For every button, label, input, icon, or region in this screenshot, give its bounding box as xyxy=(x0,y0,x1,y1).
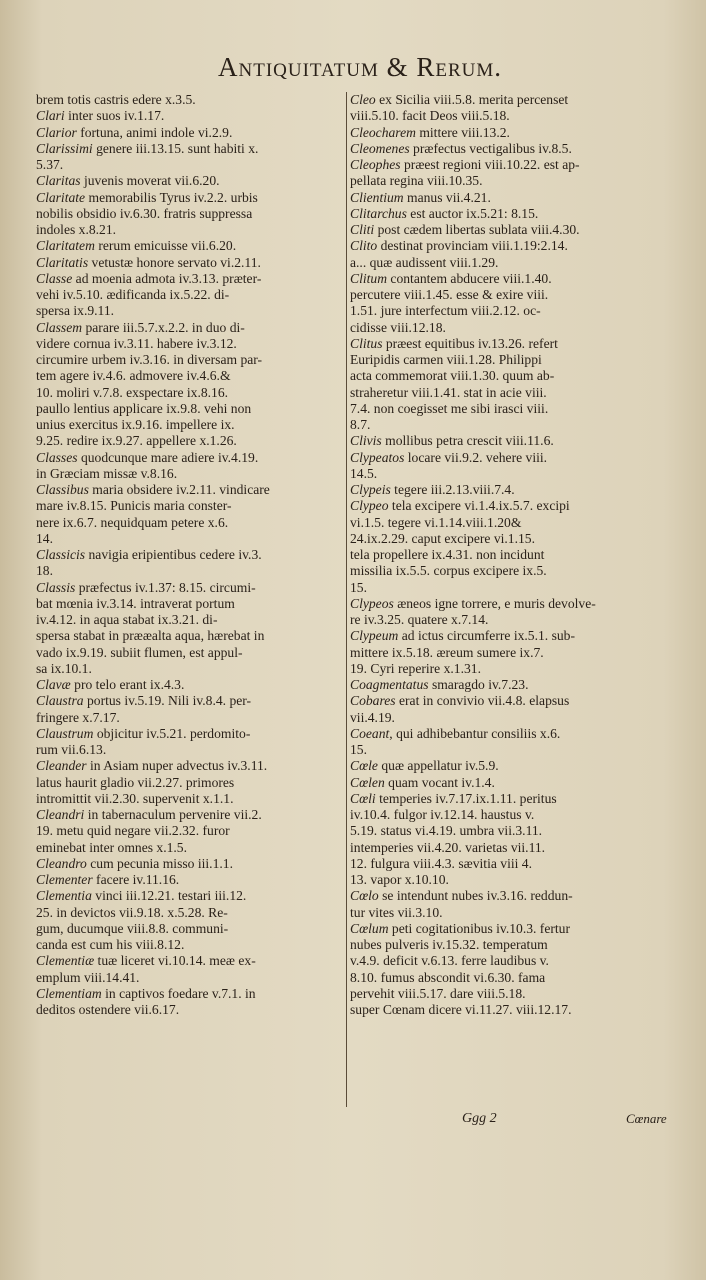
index-reference: paullo lentius applicare ix.9.8. vehi non xyxy=(36,400,252,416)
index-reference: nubes pulveris iv.15.32. temperatum xyxy=(350,937,548,952)
index-reference: 1.51. jure interfectum viii.2.12. oc- xyxy=(350,303,541,319)
index-line xyxy=(36,287,346,303)
index-line xyxy=(36,693,346,709)
index-reference: objicitur iv.5.21. perdomito- xyxy=(93,725,251,741)
index-line xyxy=(36,108,346,124)
index-term: Clari xyxy=(36,108,65,124)
index-term: Classe xyxy=(36,270,73,286)
index-line xyxy=(36,222,346,238)
index-line xyxy=(350,466,675,482)
index-reference: spersa stabat in prææalta aqua, hærebat in xyxy=(36,628,265,644)
index-line xyxy=(350,417,675,433)
index-term: Clarissimi xyxy=(36,140,93,156)
index-line xyxy=(36,758,346,774)
index-line xyxy=(350,856,675,872)
index-line xyxy=(350,726,675,742)
index-reference: nobilis obsidio iv.6.30. fratris suppressa xyxy=(36,205,253,221)
index-reference: manus vii.4.21. xyxy=(403,189,491,205)
index-line xyxy=(36,385,346,401)
running-head: Antiquitatum & Rerum. xyxy=(218,52,502,82)
index-reference: missilia ix.5.5. corpus excipere ix.5. xyxy=(350,563,547,579)
index-line xyxy=(350,336,675,352)
index-line xyxy=(350,433,675,449)
index-term: Coeant xyxy=(350,725,390,741)
index-line xyxy=(36,173,346,189)
index-term: Claustrum xyxy=(36,725,94,741)
index-reference: 15. xyxy=(350,579,367,595)
index-reference: genere iii.13.15. sunt habiti x. xyxy=(92,140,259,156)
index-reference: 25. in devictos vii.9.18. x.5.28. Re- xyxy=(36,904,228,920)
index-term: Claritate xyxy=(36,189,86,205)
index-term: Cleophes xyxy=(350,157,401,172)
index-line xyxy=(36,190,346,206)
right-column xyxy=(350,92,675,1018)
index-line xyxy=(350,970,675,986)
index-line xyxy=(350,352,675,368)
index-reference: gum, ducumque viii.8.8. communi- xyxy=(36,920,229,936)
index-term: Cœlo xyxy=(350,888,379,904)
index-reference: maria obsidere iv.2.11. vindicare xyxy=(88,482,270,497)
index-reference: tegere iii.2.13.viii.7.4. xyxy=(390,482,515,497)
index-reference: brem totis castris edere x.3.5. xyxy=(36,92,196,107)
index-reference: juvenis moverat vii.6.20. xyxy=(80,173,220,189)
index-line xyxy=(36,368,346,384)
index-reference: 10. moliri v.7.8. exspectare ix.8.16. xyxy=(36,384,229,400)
index-reference: vetustæ honore servato vi.2.11. xyxy=(88,254,261,270)
index-term: Clientium xyxy=(350,189,404,205)
index-reference: erat in convivio vii.4.8. elapsus xyxy=(395,693,570,709)
index-line xyxy=(350,742,675,758)
index-reference: peti cogitationibus iv.10.3. fertur xyxy=(388,920,570,936)
index-reference: fortuna, animi indole vi.2.9. xyxy=(76,124,233,140)
index-reference: 14.5. xyxy=(350,465,378,481)
index-reference: 8.10. fumus abscondit vi.6.30. fama xyxy=(350,969,546,985)
index-reference: contantem abducere viii.1.40. xyxy=(387,270,552,286)
index-line xyxy=(36,840,346,856)
index-reference: in Græciam missæ v.8.16. xyxy=(36,465,178,481)
index-reference: quæ appellatur iv.5.9. xyxy=(377,758,499,774)
index-term: Clarior xyxy=(36,124,77,140)
index-reference: viii.5.10. facit Deos viii.5.18. xyxy=(350,108,510,124)
index-reference: 24.ix.2.29. caput excipere vi.1.15. xyxy=(350,530,535,546)
index-line xyxy=(350,872,675,888)
index-line xyxy=(350,645,675,661)
index-line xyxy=(350,287,675,303)
index-line xyxy=(350,255,675,271)
index-line xyxy=(36,823,346,839)
index-line xyxy=(36,563,346,579)
index-term: Claritas xyxy=(36,173,81,189)
index-reference: 8.7. xyxy=(350,417,371,432)
index-reference: tela propellere ix.4.31. non incidunt xyxy=(350,547,545,562)
index-reference: locare vii.9.2. vehere viii. xyxy=(404,449,548,465)
index-line xyxy=(36,336,346,352)
index-line xyxy=(350,108,675,124)
index-term: Cleocharem xyxy=(350,124,416,140)
index-reference: circumire urbem iv.3.16. in diversam par- xyxy=(36,352,263,367)
index-line xyxy=(36,1002,346,1018)
index-reference: parare iii.5.7.x.2.2. in duo di- xyxy=(82,319,245,335)
index-line xyxy=(350,238,675,254)
index-line xyxy=(36,645,346,661)
index-reference: eminebat inter omnes x.1.5. xyxy=(36,839,188,855)
index-line xyxy=(36,547,346,563)
index-reference: 7.4. non coegisset me sibi irasci viii. xyxy=(350,400,549,416)
index-term: Clavæ xyxy=(36,677,71,692)
index-line xyxy=(350,303,675,319)
index-line xyxy=(350,515,675,531)
index-reference: in captivos foedare v.7.1. in xyxy=(101,985,256,1001)
index-line xyxy=(350,547,675,563)
index-reference: deditos ostendere vii.6.17. xyxy=(36,1002,180,1017)
index-line xyxy=(350,401,675,417)
index-reference: latus haurit gladio vii.2.27. primores xyxy=(36,774,235,790)
index-reference: mittere viii.13.2. xyxy=(415,124,510,140)
index-term: Cleander xyxy=(36,758,87,774)
index-line xyxy=(36,531,346,547)
index-line xyxy=(350,693,675,709)
index-term: Classicis xyxy=(36,547,86,562)
index-line xyxy=(36,320,346,336)
index-line xyxy=(350,807,675,823)
index-reference: nere ix.6.7. nequidquam petere x.6. xyxy=(36,514,229,530)
index-line xyxy=(350,482,675,498)
index-reference: ex Sicilia viii.5.8. merita percenset xyxy=(375,92,569,107)
index-reference: sa ix.10.1. xyxy=(36,660,92,676)
index-reference: iv.4.12. in aqua stabat ix.3.21. di- xyxy=(36,612,218,627)
index-line xyxy=(36,515,346,531)
index-term: Claustra xyxy=(36,693,84,709)
index-term: Clementiæ xyxy=(36,953,95,969)
index-reference: intromittit vii.2.30. supervenit x.1.1. xyxy=(36,790,234,806)
index-reference: destinat provinciam viii.1.19:2.14. xyxy=(377,238,568,254)
index-line xyxy=(36,612,346,628)
index-reference: iv.10.4. fulgor iv.12.14. haustus v. xyxy=(350,807,535,822)
index-term: Clypeatos xyxy=(350,449,405,465)
index-line xyxy=(36,352,346,368)
index-term: Clivis xyxy=(350,433,382,449)
index-line xyxy=(350,1002,675,1018)
index-reference: 15. xyxy=(350,742,367,757)
index-line xyxy=(350,531,675,547)
index-line xyxy=(36,92,346,108)
index-line xyxy=(36,125,346,141)
index-reference: 19. Cyri reperire x.1.31. xyxy=(350,660,481,676)
index-reference: post cædem libertas sublata viii.4.30. xyxy=(374,222,580,237)
index-reference: æneos igne torrere, e muris devolve- xyxy=(393,595,596,611)
index-reference: rum vii.6.13. xyxy=(36,742,107,757)
index-term: Clypeo xyxy=(350,498,389,514)
index-line xyxy=(36,580,346,596)
index-reference: emplum viii.14.41. xyxy=(36,969,140,985)
index-line xyxy=(350,563,675,579)
index-line xyxy=(350,986,675,1002)
index-reference: super Cœnam dicere vi.11.27. viii.12.17. xyxy=(350,1002,572,1017)
index-line xyxy=(350,937,675,953)
index-line xyxy=(350,368,675,384)
index-line xyxy=(36,710,346,726)
index-line xyxy=(350,612,675,628)
signature-mark: Ggg 2 xyxy=(462,1111,497,1126)
index-line xyxy=(350,385,675,401)
index-line xyxy=(36,986,346,1002)
index-reference: indoles x.8.21. xyxy=(36,222,117,237)
index-line xyxy=(36,888,346,904)
index-line xyxy=(350,222,675,238)
index-line xyxy=(36,157,346,173)
index-line xyxy=(350,953,675,969)
index-term: Cœle xyxy=(350,758,378,774)
index-reference: videre cornua iv.3.11. habere iv.3.12. xyxy=(36,335,237,351)
column-divider xyxy=(346,92,347,1107)
index-reference: spersa ix.9.11. xyxy=(36,303,115,319)
index-line xyxy=(36,482,346,498)
index-line xyxy=(350,628,675,644)
index-line xyxy=(36,238,346,254)
index-term: Cleo xyxy=(350,92,376,107)
index-reference: tem agere iv.4.6. admovere iv.4.6.& xyxy=(36,368,231,384)
index-reference: vehi iv.5.10. ædificanda ix.5.22. di- xyxy=(36,287,230,302)
index-reference: in tabernaculum pervenire vii.2. xyxy=(84,807,262,822)
index-line xyxy=(36,433,346,449)
index-term: Cliti xyxy=(350,222,375,237)
index-line xyxy=(350,596,675,612)
index-term: Clitum xyxy=(350,270,388,286)
index-reference: 14. xyxy=(36,530,53,546)
index-reference: vii.4.19. xyxy=(350,709,395,725)
index-term: Cœli xyxy=(350,790,376,806)
index-reference: Euripidis carmen viii.1.28. Philippi xyxy=(350,352,542,367)
index-line xyxy=(36,303,346,319)
index-line xyxy=(36,856,346,872)
index-reference: inter suos iv.1.17. xyxy=(64,108,165,124)
index-line xyxy=(350,92,675,108)
index-reference: mollibus petra crescit viii.11.6. xyxy=(381,433,554,449)
index-reference: straheretur viii.1.41. stat in acie viii. xyxy=(350,384,547,400)
index-line xyxy=(36,953,346,969)
index-reference: præfectus iv.1.37: 8.15. circumi- xyxy=(75,579,256,595)
index-reference: pervehit viii.5.17. dare viii.5.18. xyxy=(350,985,526,1001)
index-term: Cleandro xyxy=(36,855,87,871)
index-line xyxy=(36,466,346,482)
index-reference: tela excipere vi.1.4.ix.5.7. excipi xyxy=(388,498,570,514)
index-reference: pro telo erant ix.4.3. xyxy=(70,677,185,692)
index-reference: portus iv.5.19. Nili iv.8.4. per- xyxy=(83,693,252,709)
index-line xyxy=(36,937,346,953)
index-reference: unius exercitus ix.9.16. impellere ix. xyxy=(36,417,235,432)
index-line xyxy=(36,498,346,514)
index-reference: est auctor ix.5.21: 8.15. xyxy=(406,205,539,221)
index-reference: mare iv.8.15. Punicis maria conster- xyxy=(36,498,232,514)
index-line xyxy=(350,905,675,921)
index-term: Clitarchus xyxy=(350,205,407,221)
index-line xyxy=(350,661,675,677)
index-term: Claritatem xyxy=(36,238,95,254)
index-reference: tur vites vii.3.10. xyxy=(350,904,443,920)
index-line xyxy=(36,677,346,693)
index-term: Coagmentatus xyxy=(350,677,429,692)
index-line xyxy=(36,921,346,937)
index-reference: re iv.3.25. quatere x.7.14. xyxy=(350,612,489,627)
index-term: Clito xyxy=(350,238,378,254)
index-reference: bat mœnia iv.3.14. intraverat portum xyxy=(36,595,235,611)
index-line xyxy=(36,807,346,823)
index-line xyxy=(36,628,346,644)
index-line xyxy=(350,710,675,726)
index-term: Clementiam xyxy=(36,985,102,1001)
index-reference: præest equitibus iv.13.26. refert xyxy=(382,335,558,351)
index-term: Clementia xyxy=(36,888,92,904)
index-term: Clementer xyxy=(36,872,93,887)
index-line xyxy=(350,921,675,937)
index-reference: mittere ix.5.18. æreum sumere ix.7. xyxy=(350,644,544,660)
left-column xyxy=(36,92,346,1018)
index-reference: 12. fulgura viii.4.3. sævitia viii 4. xyxy=(350,855,532,871)
index-line xyxy=(350,190,675,206)
index-reference: v.4.9. deficit v.6.13. ferre laudibus v. xyxy=(350,953,549,969)
index-reference: vado ix.9.19. subiit flumen, est appul- xyxy=(36,644,243,660)
index-reference: ad moenia admota iv.3.13. præter- xyxy=(72,270,262,286)
index-term: Classem xyxy=(36,319,83,335)
index-line xyxy=(350,320,675,336)
index-line xyxy=(350,791,675,807)
index-reference: intemperies vii.4.20. varietas vii.11. xyxy=(350,839,546,855)
index-reference: smaragdo iv.7.23. xyxy=(428,677,529,692)
index-term: Clypeis xyxy=(350,482,391,497)
index-reference: ad ictus circumferre ix.5.1. sub- xyxy=(398,628,575,644)
index-reference: fringere x.7.17. xyxy=(36,709,120,725)
index-term: Classis xyxy=(36,579,76,595)
index-reference: percutere viii.1.45. esse & exire viii. xyxy=(350,287,549,302)
index-reference: canda est cum his viii.8.12. xyxy=(36,937,185,952)
index-line xyxy=(36,742,346,758)
index-term: Cleandri xyxy=(36,807,85,822)
index-line xyxy=(350,125,675,141)
index-term: Claritatis xyxy=(36,254,89,270)
index-line xyxy=(350,758,675,774)
index-reference: vi.1.5. tegere vi.1.14.viii.1.20& xyxy=(350,514,522,530)
index-reference: quam vocant iv.1.4. xyxy=(384,774,495,790)
index-reference: tuæ liceret vi.10.14. meæ ex- xyxy=(94,953,256,969)
index-term: Cobares xyxy=(350,693,396,709)
index-term: Cleomenes xyxy=(350,140,410,156)
index-reference: rerum emicuisse vii.6.20. xyxy=(94,238,237,254)
index-line xyxy=(350,141,675,157)
index-line xyxy=(36,872,346,888)
index-line xyxy=(350,840,675,856)
index-line xyxy=(36,970,346,986)
index-line xyxy=(350,173,675,189)
index-line xyxy=(36,661,346,677)
index-line xyxy=(36,271,346,287)
index-line xyxy=(36,791,346,807)
index-reference: cum pecunia misso iii.1.1. xyxy=(86,855,233,871)
index-reference: memorabilis Tyrus iv.2.2. urbis xyxy=(85,189,258,205)
index-line xyxy=(350,206,675,222)
index-reference: præest regioni viii.10.22. est ap- xyxy=(400,157,580,172)
index-reference: 18. xyxy=(36,563,53,579)
index-line xyxy=(350,157,675,173)
index-reference: , qui adhibebantur consiliis x.6. xyxy=(389,725,561,741)
index-line xyxy=(36,905,346,921)
index-reference: 19. metu quid negare vii.2.32. furor xyxy=(36,823,230,839)
index-line xyxy=(350,823,675,839)
index-reference: 5.19. status vi.4.19. umbra vii.3.11. xyxy=(350,823,543,839)
index-term: Clypeos xyxy=(350,595,394,611)
index-line xyxy=(36,726,346,742)
index-line xyxy=(36,401,346,417)
catchword: Cœnare xyxy=(626,1111,667,1126)
index-term: Cœlum xyxy=(350,920,389,936)
index-line xyxy=(350,775,675,791)
index-reference: pellata regina viii.10.35. xyxy=(350,173,483,189)
index-reference: temperies iv.7.17.ix.1.11. peritus xyxy=(375,790,557,806)
index-line xyxy=(350,677,675,693)
index-term: Clitus xyxy=(350,335,383,351)
index-reference: quodcunque mare adiere iv.4.19. xyxy=(77,449,259,465)
index-reference: navigia eripientibus cedere iv.3. xyxy=(85,547,262,562)
index-reference: vinci iii.12.21. testari iii.12. xyxy=(91,888,247,904)
index-term: Clypeum xyxy=(350,628,399,644)
index-line xyxy=(350,450,675,466)
index-reference: a... quæ audissent viii.1.29. xyxy=(350,254,499,270)
index-reference: in Asiam nuper advectus iv.3.11. xyxy=(86,758,268,774)
index-term: Classibus xyxy=(36,482,89,497)
index-line xyxy=(350,580,675,596)
index-line xyxy=(350,498,675,514)
index-line xyxy=(36,596,346,612)
index-reference: se intendunt nubes iv.3.16. reddun- xyxy=(378,888,573,904)
index-reference: cidisse viii.12.18. xyxy=(350,319,446,335)
index-term: Cœlen xyxy=(350,774,385,790)
index-reference: facere iv.11.16. xyxy=(92,872,180,887)
index-reference: 9.25. redire ix.9.27. appellere x.1.26. xyxy=(36,433,237,449)
index-line xyxy=(350,271,675,287)
index-line xyxy=(36,775,346,791)
index-term: Classes xyxy=(36,449,78,465)
index-line xyxy=(350,888,675,904)
index-line xyxy=(36,206,346,222)
index-line xyxy=(36,450,346,466)
index-line xyxy=(36,255,346,271)
index-line xyxy=(36,141,346,157)
index-reference: præfectus vectigalibus iv.8.5. xyxy=(409,140,572,156)
index-reference: 13. vapor x.10.10. xyxy=(350,872,449,887)
index-reference: acta commemorat viii.1.30. quum ab- xyxy=(350,368,555,384)
index-line xyxy=(36,417,346,433)
index-reference: 5.37. xyxy=(36,157,64,172)
